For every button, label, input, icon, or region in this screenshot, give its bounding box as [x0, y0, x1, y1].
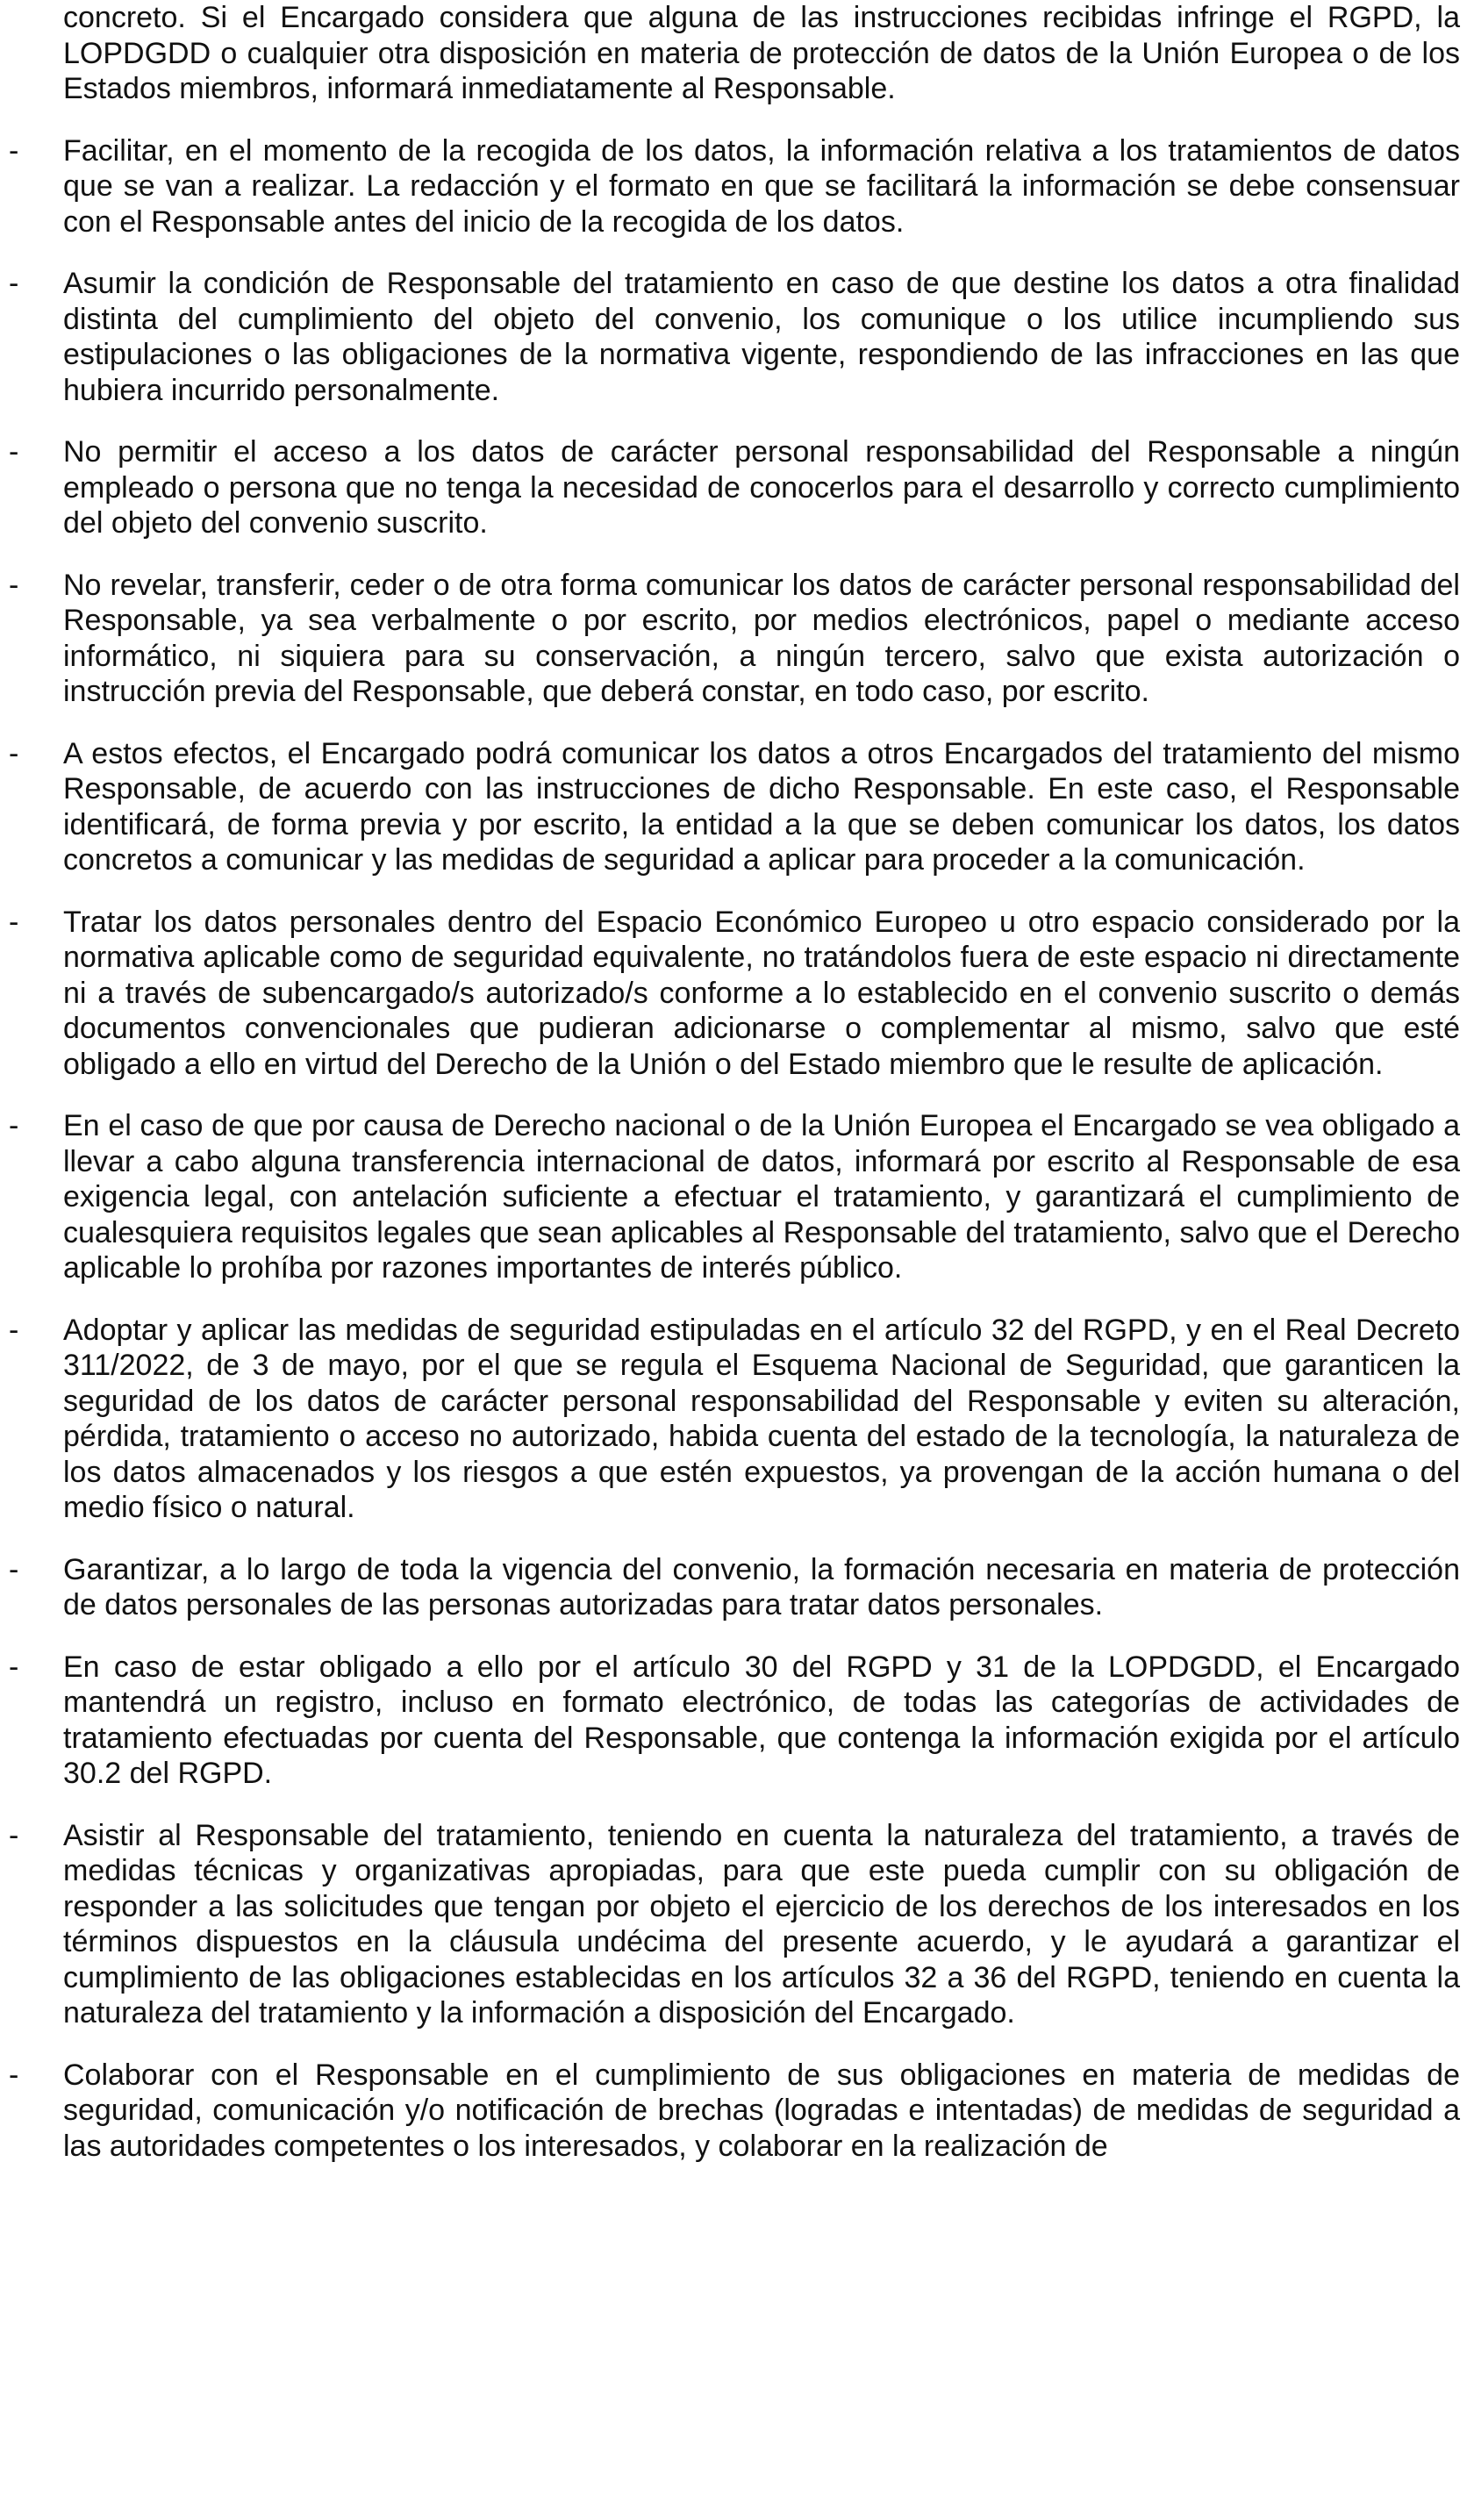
list-item [9, 1313, 1460, 1526]
bullet-dash: - [9, 1818, 19, 1852]
list-item-text: Asumir la condición de Responsable del tratamiento en caso de que destine los datos a otra finalidad distinta del cumplimiento del objeto del convenio, los comunique o los utilice incumpliendo sus estipulaciones o las obligaciones de la normativa vigente, respondiendo de las infracciones en las que hubiera incurrido personalmente. [63, 267, 1460, 407]
list-item [9, 1552, 1460, 1623]
list-item [9, 266, 1460, 408]
bullet-dash: - [9, 267, 19, 300]
list-item-text: En el caso de que por causa de Derecho nacional o de la Unión Europea el Encargado se vea obligado a llevar a cabo alguna transferencia internacional de datos, informará por escrito al Responsable de esa exigencia legal, con antelación suficiente a efectuar el tratamiento, y garantizará el cumplimiento de cualesquiera requisitos legales que sean aplicables al Responsable del tratamiento, salvo que el Derecho aplicable lo prohíba por razones importantes de interés público. [63, 1109, 1460, 1285]
bullet-dash: - [9, 435, 19, 469]
bullet-dash: - [9, 736, 19, 770]
list-item [9, 1818, 1460, 2031]
list-item-text: No permitir el acceso a los datos de carácter personal responsabilidad del Responsable a ningún empleado o persona que no tenga la necesidad de conocerlos para el desarrollo y correcto cumplimiento del objeto del convenio suscrito. [63, 435, 1460, 540]
list-item [9, 905, 1460, 1083]
bullet-dash: - [9, 568, 19, 602]
list-item [9, 434, 1460, 541]
bullet-dash: - [9, 905, 19, 939]
list-item-text: Facilitar, en el momento de la recogida de los datos, la información relativa a los tratamientos de datos que se van a realizar. La redacción y el formato en que se facilitará la información se debe consensuar con el Responsable antes del inicio de la recogida de los datos. [63, 133, 1460, 239]
list-item [9, 1650, 1460, 1792]
bullet-dash: - [9, 1109, 19, 1142]
lead-paragraph: concreto. Si el Encargado considera que alguna de las instrucciones recibidas infringe el RGPD, la LOPDGDD o cualquier otra disposición en materia de protección de datos de la Unión Europea o de los Estados miembros, informará inmediatamente al Responsable. [63, 1, 1460, 105]
bullet-dash: - [9, 2058, 19, 2092]
list-item [9, 133, 1460, 240]
bullet-dash: - [9, 1650, 19, 1684]
list-item-text: Adoptar y aplicar las medidas de seguridad estipuladas en el artículo 32 del RGPD, y en el Real Decreto 311/2022, de 3 de mayo, por el que se regula el Esquema Nacional de Seguridad, que garanticen la seguridad de los datos de carácter personal responsabilidad del Responsable y eviten su alteración, pérdida, tratamiento o acceso no autorizado, habida cuenta del estado de la tecnología, la naturaleza de los datos almacenados y los riesgos a que estén expuestos, ya provengan de la acción humana o del medio físico o natural. [63, 1313, 1460, 1524]
list-item-text: Asistir al Responsable del tratamiento, teniendo en cuenta la naturaleza del tratamiento, a través de medidas técnicas y organizativas apropiadas, para que este pueda cumplir con su obligación de responder a las solicitudes que tengan por objeto el ejercicio de los derechos de los interesados en los términos dispuestos en la cláusula undécima del presente acuerdo, y le ayudará a garantizar el cumplimiento de las obligaciones establecidas en los artículos 32 a 36 del RGPD, teniendo en cuenta la naturaleza del tratamiento y la información a disposición del Encargado. [63, 1818, 1460, 2030]
bullet-dash: - [9, 133, 19, 168]
list-item-text: Garantizar, a lo largo de toda la vigencia del convenio, la formación necesaria en materia de protección de datos personales de las personas autorizadas para tratar datos personales. [63, 1552, 1460, 1622]
bullet-dash: - [9, 1552, 19, 1586]
list-item [9, 736, 1460, 878]
list-item [9, 568, 1460, 710]
list-item-text: Tratar los datos personales dentro del Espacio Económico Europeo u otro espacio considerado por la normativa aplicable como de seguridad equivalente, no tratándolos fuera de este espacio ni directamente ni a través de subencargado/s autorizado/s conforme a lo establecido en el convenio suscrito o demás documentos convencionales que pudieran adicionarse o complementar al mismo, salvo que esté obligado a ello en virtud del Derecho de la Unión o del Estado miembro que le resulte de aplicación. [63, 905, 1460, 1081]
list-item-text: Colaborar con el Responsable en el cumplimiento de sus obligaciones en materia de medidas de seguridad, comunicación y/o notificación de brechas (logradas e intentadas) de medidas de seguridad a las autoridades competentes o los interesados, y colaborar en la realización de [63, 2058, 1460, 2163]
document-body [9, 0, 1460, 2190]
list-item-text: No revelar, transferir, ceder o de otra forma comunicar los datos de carácter personal responsabilidad del Responsable, ya sea verbalmente o por escrito, por medios electrónicos, papel o mediante acceso informático, ni siquiera para su conservación, a ningún tercero, salvo que exista autorización o instrucción previa del Responsable, que deberá constar, en todo caso, por escrito. [63, 568, 1460, 708]
list-item-text: En caso de estar obligado a ello por el artículo 30 del RGPD y 31 de la LOPDGDD, el Encargado mantendrá un registro, incluso en formato electrónico, de todas las categorías de actividades de tratamiento efectuadas por cuenta del Responsable, que contenga la información exigida por el artículo 30.2 del RGPD. [63, 1650, 1460, 1790]
list-item [9, 2058, 1460, 2165]
list-item-text: A estos efectos, el Encargado podrá comunicar los datos a otros Encargados del tratamiento del mismo Responsable, de acuerdo con las instrucciones de dicho Responsable. En este caso, el Responsable identificará, de forma previa y por escrito, la entidad a la que se deben comunicar los datos, los datos concretos a comunicar y las medidas de seguridad a aplicar para proceder a la comunicación. [63, 736, 1460, 877]
list-item [9, 1108, 1460, 1286]
bullet-dash: - [9, 1313, 19, 1347]
